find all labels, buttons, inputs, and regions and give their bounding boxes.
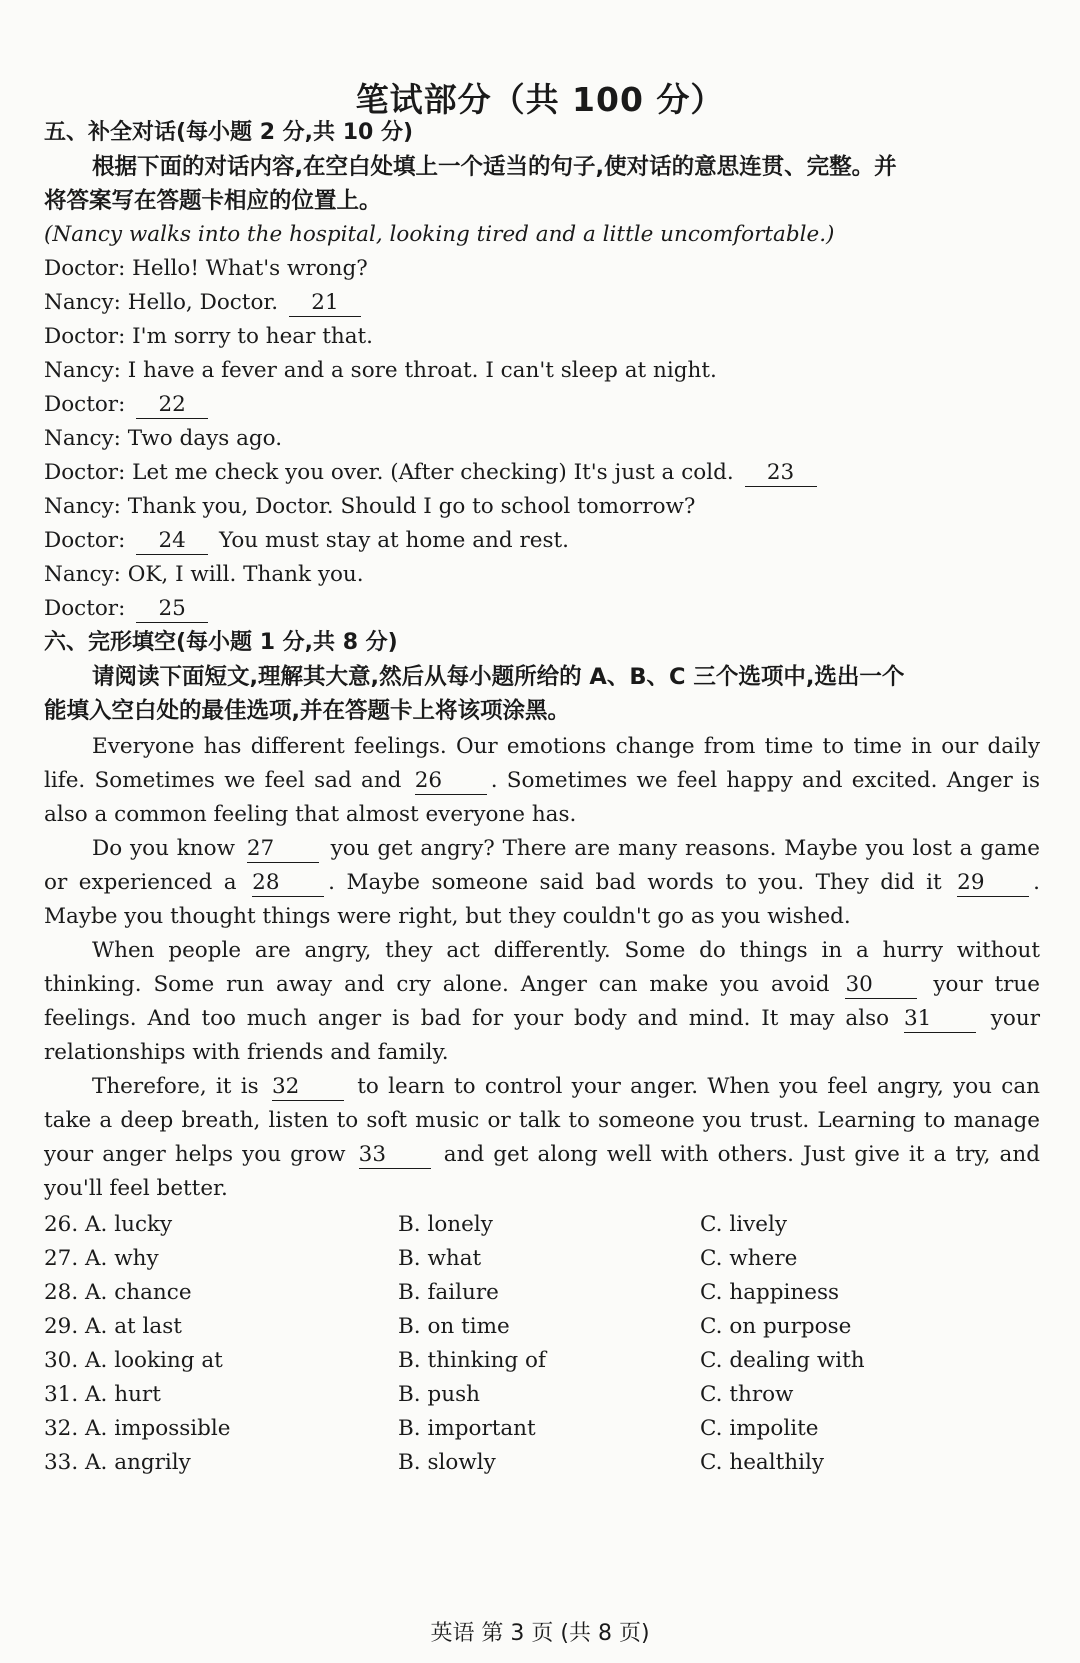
passage-line: Everyone has different feelings. Our emotions change from time to time in our daily <box>92 734 1040 759</box>
dialogue-line <box>44 320 1040 354</box>
passage-line: take a deep breath, listen to soft music or talk to someone you trust. Learning to manage <box>44 1108 1040 1133</box>
option-b[interactable]: B. slowly <box>398 1450 496 1475</box>
dialogue-text: Doctor: Let me check you over. (After checking) It's just a cold. <box>44 460 734 485</box>
option-a[interactable]: 26. A. lucky <box>44 1212 173 1237</box>
option-a[interactable]: 27. A. why <box>44 1246 159 1271</box>
cloze-blank-27[interactable]: 27 <box>247 836 319 863</box>
passage-text: Therefore, it is <box>92 1074 259 1099</box>
passage-text: your <box>990 1006 1040 1031</box>
dialogue-text: Nancy: Two days ago. <box>44 426 283 451</box>
section5-instructions-line2: 将答案写在答题卡相应的位置上。 <box>44 188 382 214</box>
passage-text: to learn to control your anger. When you feel angry, you can <box>357 1074 1040 1099</box>
passage-text: Do you know <box>92 836 235 861</box>
passage-text: feelings. And too much anger is bad for your body and mind. It may also <box>44 1006 890 1031</box>
dialogue-text: Doctor: <box>44 596 126 621</box>
dialogue-text: Nancy: Thank you, Doctor. Should I go to school tomorrow? <box>44 494 696 519</box>
passage-text: you get angry? There are many reasons. Maybe you lost a game <box>330 836 1040 861</box>
option-b[interactable]: B. important <box>398 1416 536 1441</box>
passage-line <box>44 968 1040 1002</box>
passage-text: . Maybe someone said bad words to you. They did it <box>328 870 942 895</box>
cloze-blank-30[interactable]: 30 <box>845 972 917 999</box>
dialogue-line <box>44 558 1040 592</box>
section5-instructions-line1: 根据下面的对话内容,在空白处填上一个适当的句子,使对话的意思连贯、完整。并 <box>92 154 897 180</box>
option-b[interactable]: B. what <box>398 1246 482 1271</box>
dialogue-line <box>44 456 1040 490</box>
passage-text: life. Sometimes we feel sad and <box>44 768 402 793</box>
dialogue-text: Doctor: Hello! What's wrong? <box>44 256 368 281</box>
section6-instructions-line1: 请阅读下面短文,理解其大意,然后从每小题所给的 A、B、C 三个选项中,选出一个 <box>92 664 905 690</box>
dialogue-line <box>44 252 1040 286</box>
dialogue-line <box>44 286 1040 320</box>
passage-text: and get along well with others. Just give it a try, and <box>443 1142 1040 1167</box>
option-c[interactable]: C. on purpose <box>700 1314 852 1339</box>
option-a[interactable]: 29. A. at last <box>44 1314 182 1339</box>
passage-line: you'll feel better. <box>44 1176 228 1201</box>
dialogue-text: Nancy: Hello, Doctor. <box>44 290 279 315</box>
answer-blank[interactable]: 25 <box>136 596 208 623</box>
passage-text: your anger helps you grow <box>44 1142 346 1167</box>
passage-text: thinking. Some run away and cry alone. Anger can make you avoid <box>44 972 830 997</box>
cloze-blank-28[interactable]: 28 <box>252 870 324 897</box>
cloze-blank-32[interactable]: 32 <box>272 1074 344 1101</box>
option-c[interactable]: C. happiness <box>700 1280 840 1305</box>
passage-line <box>44 764 1040 798</box>
passage-line <box>44 1002 1040 1036</box>
passage-line <box>92 832 1040 866</box>
option-b[interactable]: B. thinking of <box>398 1348 546 1373</box>
option-b[interactable]: B. push <box>398 1382 480 1407</box>
answer-blank[interactable]: 23 <box>745 460 817 487</box>
passage-text: . <box>1033 870 1041 895</box>
cloze-blank-26[interactable]: 26 <box>415 768 487 795</box>
passage-text: . Sometimes we feel happy and excited. Anger is <box>490 768 1040 793</box>
dialogue-line <box>44 422 1040 456</box>
answer-blank[interactable]: 22 <box>136 392 208 419</box>
dialogue-text: Doctor: I'm sorry to hear that. <box>44 324 373 349</box>
option-c[interactable]: C. healthily <box>700 1450 825 1475</box>
dialogue-text: Nancy: OK, I will. Thank you. <box>44 562 364 587</box>
passage-line <box>92 1070 1040 1104</box>
answer-blank[interactable]: 24 <box>136 528 208 555</box>
option-c[interactable]: C. dealing with <box>700 1348 865 1373</box>
cloze-blank-29[interactable]: 29 <box>957 870 1029 897</box>
section6-instructions-line2: 能填入空白处的最佳选项,并在答题卡上将该项涂黑。 <box>44 698 571 724</box>
option-c[interactable]: C. impolite <box>700 1416 819 1441</box>
dialogue-line <box>44 490 1040 524</box>
page-title: 笔试部分（共 100 分） <box>355 80 725 119</box>
page-footer: 英语 第 3 页 (共 8 页) <box>430 1621 650 1646</box>
dialogue-line <box>44 354 1040 388</box>
option-c[interactable]: C. where <box>700 1246 798 1271</box>
passage-line: When people are angry, they act differently. Some do things in a hurry without <box>92 938 1040 963</box>
passage-line: Maybe you thought things were right, but they couldn't go as you wished. <box>44 904 851 929</box>
passage-text: or experienced a <box>44 870 237 895</box>
option-a[interactable]: 32. A. impossible <box>44 1416 231 1441</box>
option-a[interactable]: 33. A. angrily <box>44 1450 191 1475</box>
option-b[interactable]: B. lonely <box>398 1212 493 1237</box>
dialogue-text: You must stay at home and rest. <box>219 528 569 553</box>
option-c[interactable]: C. lively <box>700 1212 787 1237</box>
passage-line: also a common feeling that almost everyone has. <box>44 802 577 827</box>
option-a[interactable]: 28. A. chance <box>44 1280 192 1305</box>
stage-direction: (Nancy walks into the hospital, looking tired and a little uncomfortable.) <box>44 222 835 247</box>
cloze-blank-31[interactable]: 31 <box>904 1006 976 1033</box>
option-a[interactable]: 30. A. looking at <box>44 1348 223 1373</box>
option-c[interactable]: C. throw <box>700 1382 794 1407</box>
option-b[interactable]: B. on time <box>398 1314 510 1339</box>
section5-heading: 五、补全对话(每小题 2 分,共 10 分) <box>44 120 414 145</box>
section6-heading: 六、完形填空(每小题 1 分,共 8 分) <box>44 630 398 655</box>
passage-line <box>44 866 1040 900</box>
passage-line: relationships with friends and family. <box>44 1040 449 1065</box>
dialogue-text: Doctor: <box>44 392 126 417</box>
answer-blank[interactable]: 21 <box>289 290 361 317</box>
dialogue-line <box>44 388 1040 422</box>
option-b[interactable]: B. failure <box>398 1280 499 1305</box>
passage-line <box>44 1138 1040 1172</box>
dialogue-text: Nancy: I have a fever and a sore throat. I can't sleep at night. <box>44 358 717 383</box>
passage-text: your true <box>933 972 1040 997</box>
dialogue-line <box>44 592 1040 626</box>
cloze-blank-33[interactable]: 33 <box>359 1142 431 1169</box>
dialogue-line <box>44 524 1040 558</box>
option-a[interactable]: 31. A. hurt <box>44 1382 161 1407</box>
dialogue-text: Doctor: <box>44 528 126 553</box>
